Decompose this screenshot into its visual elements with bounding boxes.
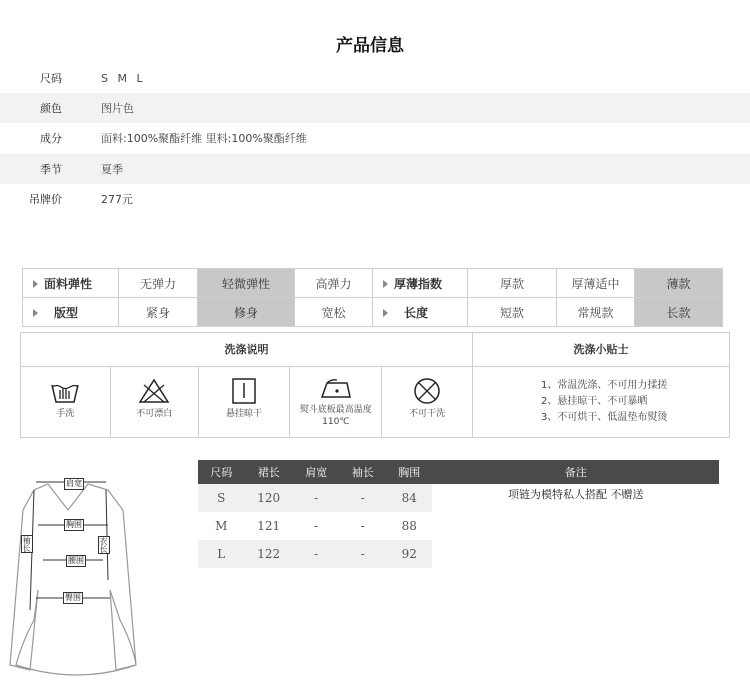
col-header: 尺码 (198, 460, 245, 484)
col-header: 袖长 (339, 460, 386, 484)
info-row-season (0, 154, 750, 184)
cell-bust: 88 (401, 519, 417, 533)
info-label: 颜色 (40, 102, 62, 115)
washing-tips-title: 洗涤小贴士 (473, 333, 729, 367)
attr-header-thickness: 厚薄指数 (373, 269, 468, 298)
washing-tips (541, 378, 667, 426)
info-label: 吊牌价 (29, 193, 62, 206)
info-value: 图片色 (101, 102, 134, 115)
cell-shoulder: - (293, 540, 340, 568)
size-table (198, 460, 719, 568)
attr-option: 宽松 (295, 298, 373, 327)
info-row-color (0, 93, 750, 123)
col-header: 备注 (432, 460, 719, 484)
hand-wash-icon (49, 377, 81, 405)
cell-note: 项链为模特私人搭配 不赠送 (432, 484, 719, 568)
info-row-price (0, 184, 750, 214)
washing-icons (21, 367, 473, 437)
label-bust: 胸围 (66, 520, 82, 529)
cell-size: M (215, 519, 228, 533)
cell-shoulder: - (314, 519, 319, 533)
table-row (198, 484, 719, 512)
attr-header-fit: 版型 (23, 298, 119, 327)
garment-diagram (8, 470, 143, 680)
cell-length: 120 (245, 484, 293, 512)
info-value: 夏季 (101, 163, 123, 176)
cell-bust: 84 (386, 484, 433, 512)
attr-option: 短款 (468, 298, 557, 327)
hang-dry-icon (228, 377, 260, 405)
page-title: 产品信息 (336, 36, 404, 56)
tip-line: 2、悬挂晾干、不可暴晒 (541, 396, 648, 407)
cell-sleeve: - (339, 540, 386, 568)
tip-line: 1、常温洗涤、不可用力揉搓 (541, 380, 668, 391)
attr-header-length: 长度 (373, 298, 468, 327)
col-header: 裙长 (245, 460, 293, 484)
no-bleach-icon (138, 377, 170, 405)
info-row-size (0, 63, 750, 93)
no-dry-clean-icon (411, 377, 443, 405)
col-header: 肩宽 (293, 460, 340, 484)
attribute-table (22, 268, 723, 327)
label-hem: 臀围 (65, 593, 81, 602)
triangle-icon (383, 280, 388, 288)
attr-option: 紧身 (119, 298, 198, 327)
attr-option: 常规款 (557, 298, 635, 327)
info-value: 面料:100%聚酯纤维 里料:100%聚酯纤维 (101, 132, 307, 145)
cell-sleeve: - (339, 484, 386, 512)
triangle-icon (33, 309, 38, 317)
cell-length: 122 (245, 540, 293, 568)
wash-item: 手洗 (21, 367, 111, 437)
cell-size: L (198, 540, 245, 568)
washing-section (20, 332, 730, 438)
label-length: 衣长 (99, 537, 108, 553)
attr-option-selected: 修身 (198, 298, 295, 327)
wash-item: 熨斗底板最高温度110℃ (290, 367, 382, 437)
cell-size: S (198, 484, 245, 512)
col-header: 胸围 (386, 460, 433, 484)
dress-outline (8, 470, 143, 680)
wash-item: 不可漂白 (111, 367, 199, 437)
attr-option: 厚薄适中 (557, 269, 635, 298)
cell-length: 121 (257, 519, 281, 533)
attr-option: 无弹力 (119, 269, 198, 298)
label-sleeve: 袖长 (22, 536, 31, 552)
triangle-icon (383, 309, 388, 317)
info-label: 成分 (40, 132, 62, 145)
cell-shoulder: - (293, 484, 340, 512)
attr-header-elasticity: 面料弹性 (23, 269, 119, 298)
label-shoulder: 肩宽 (66, 479, 82, 488)
triangle-icon (33, 280, 38, 288)
tip-line: 3、不可烘干、低温垫布熨烫 (541, 412, 668, 423)
cell-sleeve: - (360, 519, 365, 533)
attr-option: 厚款 (468, 269, 557, 298)
info-row-material (0, 123, 750, 153)
attr-option-selected: 薄款 (635, 269, 723, 298)
attr-option: 高弹力 (295, 269, 373, 298)
cell-bust: 92 (386, 540, 433, 568)
attr-option-selected: 长款 (635, 298, 723, 327)
info-value: 277元 (101, 193, 133, 206)
attr-option-selected: 轻微弹性 (198, 269, 295, 298)
info-label: 季节 (40, 163, 62, 176)
wash-item: 悬挂晾干 (199, 367, 291, 437)
wash-item: 不可干洗 (382, 367, 472, 437)
label-waist: 腰围 (68, 556, 84, 565)
iron-icon (319, 377, 353, 401)
washing-instructions-title: 洗涤说明 (21, 333, 473, 367)
info-value: S M L (101, 71, 146, 85)
info-label: 尺码 (40, 72, 62, 85)
